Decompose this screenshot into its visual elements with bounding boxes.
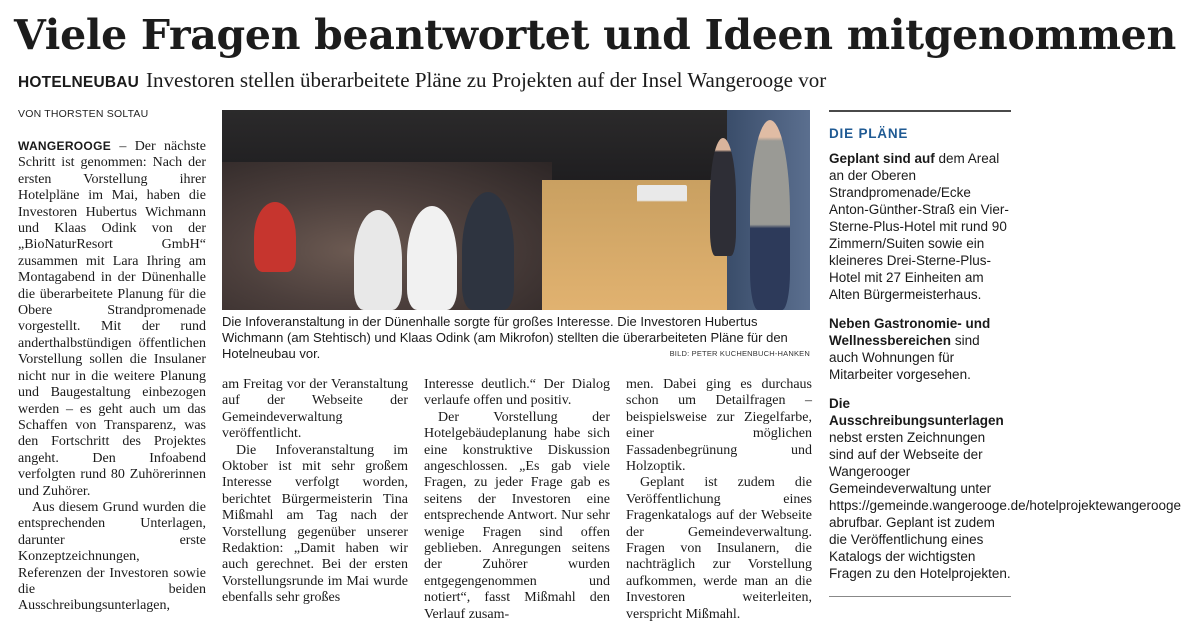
- article-paragraph: [18, 138, 206, 500]
- sidebar-item: [829, 395, 1181, 582]
- audience-member: [462, 192, 514, 310]
- kicker: HOTELNEUBAU: [18, 74, 140, 91]
- photo-caption: Die Infoveranstaltung in der Dünenhalle sorgte für großes Interesse. Die Investoren Hubertus Wichmann (am Stehtisch) und Klaas Odink (am Mikrofon) stellten die überarbeiteten Pläne für den Hotelneubau vor.: [222, 314, 788, 362]
- sidebar-item-lead: Geplant sind auf: [829, 151, 935, 166]
- article-paragraph: Interesse deutlich.“ Der Dialog verlaufe offen und positiv.: [424, 377, 610, 409]
- headline: Viele Fragen beantwortet und Ideen mitgenommen: [14, 11, 1176, 59]
- article-column-3: [424, 377, 610, 623]
- article-paragraph: Geplant ist zudem die Veröffentlichung eines Fragenkatalogs auf der Webseite der Gemeindeverwaltung. Fragen von Insulanern, die nachträglich zur Vorstellung aufkommen, werde man an die Investoren weiterleiten, verspricht Mißmahl.: [626, 475, 812, 622]
- sidebar-item-lead: Neben Gastronomie- und Wellnessbereichen: [829, 316, 991, 348]
- article-column-2: [222, 377, 408, 607]
- subheadline-row: [18, 68, 1018, 93]
- sidebar-item-text: nebst ersten Zeichnungen sind auf der Webseite der Wangerooger Gemeindeverwaltung unter https://gemeinde.wangerooge.de/hotelprojektewangerooge abrufbar. Geplant ist zudem die Veröffentlichung eines Katalogs der wichtigsten Fragen zu den Hotelprojekten.: [829, 430, 1181, 581]
- speaker-at-table: [710, 138, 736, 256]
- speaker-with-microphone: [750, 120, 790, 310]
- subheadline: Investoren stellen überarbeitete Pläne zu Projekten auf der Insel Wangerooge vor: [146, 68, 827, 92]
- audience-member: [254, 202, 296, 272]
- article-column-4: [626, 377, 812, 623]
- audience-member: [407, 206, 457, 310]
- article-paragraph: Die Infoveranstaltung im Oktober ist mit sehr großem Interesse verfolgt worden, berichtet Bürgermeisterin Tina Mißmahl am Tag nach der Vorstellung gegenüber unserer Redaktion: „Damit haben wir auch gerechnet. Bei der ersten Vorstellungsrunde im Mai wurde ebenfalls sehr großes: [222, 442, 408, 606]
- sidebar-item-text: sind auch Wohnungen für Mitarbeiter vorgesehen.: [829, 333, 980, 382]
- sidebar-box: [829, 110, 1181, 594]
- article-paragraph: Der Vorstellung der Hotelgebäudeplanung habe sich eine konstruktive Diskussion angeschlossen. „Es gab viele Fragen, zu jeder Frage gab es seitens der Investoren eine entsprechende Antwort. Nur sehr wenige Fragen sind offen geblieben. Anregungen seitens der Zuhörer wurden entgegengenommen und notiert“, fasst Mißmahl den Verlauf zusam-: [424, 409, 610, 622]
- audience-member: [354, 210, 402, 310]
- sidebar-item: [829, 150, 1011, 303]
- byline: VON THORSTEN SOLTAU: [18, 108, 149, 120]
- dateline: WANGEROOGE: [18, 139, 112, 153]
- article-paragraph: Aus diesem Grund wurden die entsprechenden Unterlagen, darunter erste Konzeptzeichnungen, Referenzen der Investoren sowie die beiden Ausschreibungsunterlagen,: [18, 499, 206, 614]
- paragraph-text: – Der nächste Schritt ist genommen: Nach der ersten Vorstellung ihrer Hotelpläne im Mai, haben die Investoren Hubertus Wichmann und Klaas Odink von der „BioNaturResort GmbH“ zusammen mit Lara Ihring am Montagabend in der Dünenhalle die überarbeitete Planung für die Obere Strandpromenade vorgestellt. Mit der rund anderthalbstündigen öffentlichen Vorstellung sollen die Insulaner nicht nur in die weitere Planung und Baugestaltung einbezogen werden – es geht auch um das Schaffen von Transparenz, was den Fortschritt des Projektes angeht. Den Infoabend verfolgten rund 80 Zuhörerinnen und Zuhörer.: [18, 139, 206, 499]
- sidebar-title: DIE PLÄNE: [829, 126, 909, 141]
- sidebar-item: [829, 315, 1011, 383]
- article-paragraph: men. Dabei ging es durchaus schon um Detailfragen – beispielsweise zur Ziegelfarbe, einer möglichen Fassadenbegrünung und Holzoptik.: [626, 377, 812, 475]
- article-column-1: [18, 138, 206, 615]
- sidebar-item-text: dem Areal an der Oberen Strandpromenade/Ecke Anton-Günther-Straß ein Vier-Sterne-Plus-Hotel mit rund 90 Zimmern/Suiten sowie ein kleineres Drei-Sterne-Plus-Hotel mit 27 Einheiten am Alten Bürgermeisterhaus.: [829, 151, 1009, 302]
- photo-credit: BILD: PETER KUCHENBUCH-HANKEN: [669, 349, 810, 358]
- sidebar-top-rule: [829, 110, 1011, 112]
- sidebar-bottom-rule: [829, 596, 1011, 597]
- article-paragraph: am Freitag vor der Veranstaltung auf der Webseite der Gemeindeverwaltung veröffentlicht.: [222, 377, 408, 442]
- sidebar-item-lead: Die Ausschreibungsunterlagen: [829, 396, 1004, 428]
- event-photo: [222, 110, 810, 310]
- presentation-table: [637, 185, 687, 270]
